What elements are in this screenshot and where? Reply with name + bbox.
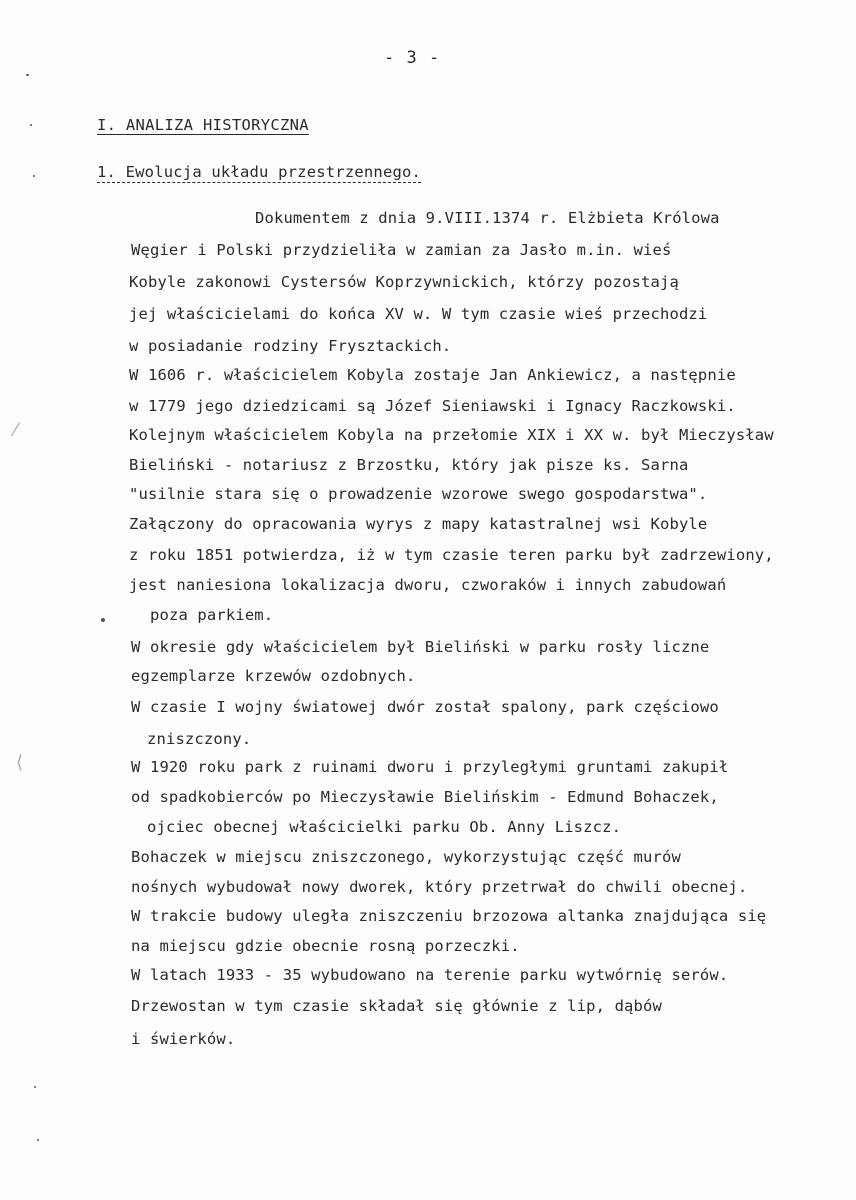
scan-speck (30, 124, 32, 126)
text-line: ojciec obecnej właścicielki parku Ob. Anny Liszcz. (147, 818, 622, 836)
scan-speck (33, 175, 35, 177)
section-heading: I. ANALIZA HISTORYCZNA (97, 116, 309, 134)
text-line: Kobyle zakonowi Cystersów Koprzywnickich, którzy pozostają (129, 273, 679, 291)
text-line: od spadkobierców po Mieczysławie Bielińskim - Edmund Bohaczek, (131, 788, 719, 806)
text-line: W 1606 r. właścicielem Kobyla zostaje Jan Ankiewicz, a następnie (129, 366, 736, 384)
page-number: - 3 - (384, 48, 441, 68)
text-line: W latach 1933 - 35 wybudowano na terenie parku wytwórnię serów. (131, 966, 729, 984)
text-line: Dokumentem z dnia 9.VIII.1374 r. Elżbieta Królowa (255, 209, 720, 227)
text-line: poza parkiem. (150, 606, 274, 624)
text-line: W 1920 roku park z ruinami dworu i przyległymi gruntami zakupił (131, 758, 729, 776)
scan-speck (26, 74, 29, 76)
text-line: Drzewostan w tym czasie składał się głównie z lip, dąbów (131, 997, 662, 1015)
text-line: "usilnie stara się o prowadzenie wzorowe swego gospodarstwa". (129, 485, 708, 503)
text-line: Bohaczek w miejscu zniszczonego, wykorzystując część murów (131, 848, 681, 866)
text-line: Węgier i Polski przydzieliła w zamian za Jasło m.in. wieś (131, 241, 672, 259)
scan-speck (34, 1086, 36, 1088)
text-line: W okresie gdy właścicielem był Bieliński w parku rosły liczne (131, 638, 710, 656)
subsection-heading: 1. Ewolucja układu przestrzennego. (97, 163, 422, 181)
text-line: i świerków. (131, 1030, 236, 1048)
scan-speck (37, 1139, 39, 1141)
text-line: zniszczony. (147, 730, 252, 748)
text-line: nośnych wybudował nowy dworek, który przetrwał do chwili obecnej. (131, 878, 748, 896)
text-line: jest naniesiona lokalizacja dworu, czworaków i innych zabudowań (129, 576, 727, 594)
text-line: w 1779 jego dziedzicami są Józef Sieniawski i Ignacy Raczkowski. (129, 397, 736, 415)
text-line: w posiadanie rodziny Frysztackich. (129, 337, 452, 355)
text-line: jej właścicielami do końca XV w. W tym czasie wieś przechodzi (129, 305, 708, 323)
text-line: Załączony do opracowania wyrys z mapy katastralnej wsi Kobyle (129, 515, 708, 533)
margin-mark: ⟨ (16, 752, 24, 773)
margin-mark: ⁄ (14, 420, 18, 441)
text-line: Kolejnym właścicielem Kobyla na przełomie XIX i XX w. był Mieczysław (129, 426, 774, 444)
text-line: Bieliński - notariusz z Brzostku, który jak pisze ks. Sarna (129, 456, 689, 474)
scan-speck (101, 618, 105, 622)
text-line: egzemplarze krzewów ozdobnych. (131, 667, 416, 685)
text-line: na miejscu gdzie obecnie rosną porzeczki. (131, 937, 520, 955)
text-line: W czasie I wojny światowej dwór został spalony, park częściowo (131, 698, 719, 716)
text-line: W trakcie budowy uległa zniszczeniu brzozowa altanka znajdująca się (131, 907, 767, 925)
text-line: z roku 1851 potwierdza, iż w tym czasie teren parku był zadrzewiony, (129, 546, 774, 564)
